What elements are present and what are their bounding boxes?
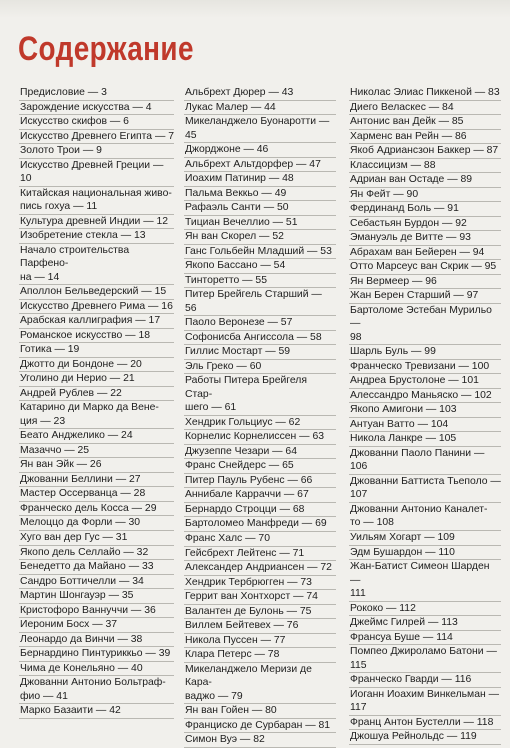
- toc-entry-text: Искусство Древнего Рима — 16: [20, 300, 173, 312]
- toc-entry: [19, 604, 174, 619]
- toc-entry-text: Мастер Оссерванца — 28: [20, 488, 146, 500]
- toc-entry: [19, 589, 174, 604]
- toc-entry: [19, 444, 174, 459]
- toc-entry: [349, 447, 501, 475]
- toc-entry-text: Александер Андриансен — 72: [185, 562, 332, 574]
- toc-entry-text: Микеланджело Меризи де Кара- ваджо — 79: [185, 663, 312, 702]
- toc-entry: [184, 274, 336, 289]
- toc-entry-text: Тинторетто — 55: [185, 274, 267, 286]
- toc-entry: [19, 130, 174, 145]
- toc-entry: [184, 374, 336, 416]
- toc-entry: [349, 418, 501, 433]
- toc-entry-text: Франц Антон Бустелли — 118: [350, 716, 494, 728]
- toc-entry: [349, 475, 501, 503]
- toc-entry-text: Якопо Бассано — 54: [185, 260, 286, 272]
- toc-entry-text: Корнелис Корнелиссен — 63: [185, 431, 325, 443]
- toc-entry-text: Жан-Батист Симеон Шарден — 111: [350, 561, 490, 600]
- toc-entry-text: Мелоццо да Форли — 30: [20, 517, 141, 529]
- toc-entry: [349, 560, 501, 602]
- toc-entry-text: Искусство Древнего Египта — 7: [20, 130, 174, 142]
- toc-entry-text: Джованни Паоло Панини — 106: [350, 447, 485, 473]
- toc-entry-text: Начало строительства Парфено- на — 14: [20, 244, 130, 283]
- toc-entry-text: Аннибале Карраччи — 67: [185, 489, 309, 501]
- toc-entry-text: Франс Халс — 70: [185, 532, 270, 544]
- toc-entry: [184, 216, 336, 231]
- toc-entry: [184, 576, 336, 591]
- toc-entry-text: Классицизм — 88: [350, 159, 436, 171]
- toc-entry-text: Себастьян Бурдон — 92: [350, 217, 467, 229]
- toc-entry-text: Джотто ди Бондоне — 20: [20, 358, 142, 370]
- toc-entry: [184, 634, 336, 649]
- toc-entry-text: Зарождение искусства — 4: [20, 101, 152, 113]
- toc-entry: [184, 517, 336, 532]
- toc-entry-text: Отто Марсеус ван Скрик — 95: [350, 261, 497, 273]
- toc-entry-text: Жан Берен Старший — 97: [350, 290, 479, 302]
- toc-entry-text: Золото Трои — 9: [20, 145, 102, 157]
- toc-entry-text: Шарль Буль — 99: [350, 346, 436, 358]
- toc-entry: [349, 730, 501, 745]
- toc-entry-text: Романское искусство — 18: [20, 329, 151, 341]
- toc-entry-text: Никола Пуссен — 77: [185, 634, 286, 646]
- toc-entry: [349, 645, 501, 673]
- toc-entry: [19, 516, 174, 531]
- toc-entry-text: Леонардо да Винчи — 38: [20, 633, 143, 645]
- toc-entry: [349, 374, 501, 389]
- toc-entry: [184, 561, 336, 576]
- toc-entry-text: Антуан Ватто — 104: [350, 418, 449, 430]
- toc-entry: [184, 245, 336, 260]
- toc-entry: [184, 459, 336, 474]
- toc-entry-text: Культура древней Индии — 12: [20, 215, 169, 227]
- toc-entry: [19, 575, 174, 590]
- toc-entry-text: Лукас Малер — 44: [185, 101, 276, 113]
- toc-entry: [19, 473, 174, 488]
- toc-entry: [184, 360, 336, 375]
- toc-entry: [349, 144, 501, 159]
- toc-entry-text: Виллем Бейтевех — 76: [185, 620, 299, 632]
- toc-entry: [184, 547, 336, 562]
- toc-entry-text: Беато Анджелико — 24: [20, 430, 133, 442]
- toc-entry: [19, 159, 174, 187]
- toc-entry-text: Уильям Хогарт — 109: [350, 531, 455, 543]
- toc-entry-text: Джошуа Рейнольдс — 119: [350, 731, 477, 743]
- toc-entry: [184, 259, 336, 274]
- toc-entry-text: Бернардино Пинтуриккьо — 39: [20, 648, 171, 660]
- toc-entry: [349, 289, 501, 304]
- toc-entry: [184, 590, 336, 605]
- toc-entry: [184, 316, 336, 331]
- toc-entry: [184, 733, 336, 748]
- toc-entry-text: Китайская национальная живо- пись гохуа — 11: [20, 187, 172, 213]
- toc-entry: [349, 101, 501, 116]
- toc-entry: [184, 663, 336, 705]
- toc-entry: [349, 202, 501, 217]
- toc-entry: [19, 429, 174, 444]
- toc-entry-text: Альбрехт Альтдорфер — 47: [185, 158, 321, 170]
- toc-entry: [349, 403, 501, 418]
- toc-entry: [184, 503, 336, 518]
- toc-entry-text: Никола Ланкре — 105: [350, 433, 457, 445]
- toc-entry: [349, 173, 501, 188]
- toc-entry: [19, 546, 174, 561]
- toc-entry: [19, 531, 174, 546]
- toc-entry: [19, 187, 174, 215]
- toc-entry-text: Питер Брейгель Старший — 56: [185, 289, 322, 314]
- toc-entry-text: Рококо — 112: [350, 602, 416, 614]
- toc-entry-text: Мартин Шонгауэр — 35: [20, 590, 134, 602]
- toc-entry: [349, 531, 501, 546]
- toc-entry: [349, 631, 501, 646]
- toc-entry-text: Рафаэль Санти — 50: [185, 202, 289, 214]
- toc-entry-text: Адриан ван Остаде — 89: [350, 174, 473, 186]
- toc-entry-text: Альбрехт Дюрер — 43: [185, 87, 294, 98]
- toc-entry-text: Хендрик Тербрюгген — 73: [185, 576, 312, 588]
- toc-entry-text: Софонисба Ангиссола — 58: [185, 331, 322, 343]
- toc-entry: [184, 331, 336, 346]
- toc-entry: [19, 300, 174, 315]
- toc-entry: [184, 86, 336, 101]
- toc-entry-text: Франсуа Буше — 114: [350, 631, 453, 643]
- toc-entry: [19, 101, 174, 116]
- toc-entry: [184, 230, 336, 245]
- toc-entry: [184, 719, 336, 734]
- toc-entry: [349, 130, 501, 145]
- toc-entry-text: Хуго ван дер Гус — 31: [20, 531, 128, 543]
- toc-entry: [19, 401, 174, 429]
- toc-entry-text: Ян ван Скорел — 52: [185, 231, 284, 243]
- toc-entry-text: Эль Греко — 60: [185, 360, 262, 372]
- toc-entry-text: Джованни Антонио Больтраф- фио — 41: [20, 677, 166, 702]
- toc-entry-text: Пальма Веккьо — 49: [185, 187, 287, 199]
- toc-entry-text: Предисловие — 3: [20, 87, 107, 98]
- toc-entry: [184, 430, 336, 445]
- toc-entry-text: Гейсбрехт Лейтенс — 71: [185, 547, 305, 559]
- toc-entry: [19, 144, 174, 159]
- toc-entry-text: Якопо дель Селлайо — 32: [20, 546, 149, 558]
- toc-entry: [184, 704, 336, 719]
- toc-entry-text: Валантен де Булонь — 75: [185, 605, 312, 617]
- toc-entry-text: Микеланджело Буонаротти — 45: [185, 116, 330, 141]
- toc-entry-text: Питер Пауль Рубенс — 66: [185, 474, 313, 486]
- toc-entry-text: Уголино ди Нерио — 21: [20, 373, 135, 385]
- toc-entry: [19, 618, 174, 633]
- toc-entry: [19, 647, 174, 662]
- toc-entry: [184, 345, 336, 360]
- toc-entry: [349, 389, 501, 404]
- toc-entry: [184, 488, 336, 503]
- toc-entry: [184, 115, 336, 143]
- toc-entry-text: Абрахам ван Бейерен — 94: [350, 246, 485, 258]
- top-strip: [0, 0, 510, 18]
- toc-entry-text: Искусство Древней Греции — 10: [20, 159, 164, 185]
- toc-entry: [19, 458, 174, 473]
- toc-entry: [19, 387, 174, 402]
- toc-entry: [19, 329, 174, 344]
- toc-entry-text: Сандро Боттичелли — 34: [20, 575, 144, 587]
- toc-entry-text: Джузеппе Чезари — 64: [185, 445, 297, 457]
- toc-entry-text: Геррит ван Хонтхорст — 74: [185, 591, 318, 603]
- toc-entry-text: Джованни Беллини — 27: [20, 473, 141, 485]
- toc-entry-text: Хендрик Гольциус — 62: [185, 416, 301, 428]
- toc-entry: [349, 188, 501, 203]
- toc-entry-text: Франческо Тревизани — 100: [350, 360, 490, 372]
- toc-entry: [19, 229, 174, 244]
- toc-entry: [349, 602, 501, 617]
- toc-entry: [349, 503, 501, 531]
- toc-entry-text: Катарино ди Марко да Вене- ция — 23: [20, 402, 159, 427]
- toc-entry: [184, 445, 336, 460]
- toc-entry-text: Джованни Баттиста Тьеполо — 107: [350, 475, 501, 501]
- toc-entry-text: Эдм Бушардон — 110: [350, 546, 455, 558]
- toc-entry-text: Работы Питера Брейгеля Стар- шего — 61: [185, 375, 307, 414]
- toc-entry-text: Иероним Босх — 37: [20, 619, 118, 631]
- toc-entry-text: Бартоломе Эстебан Мурильо — 98: [350, 304, 492, 343]
- toc-entry-text: Иоахим Патинир — 48: [185, 173, 294, 185]
- toc-entry-text: Ян ван Гойен — 80: [185, 705, 277, 717]
- toc-entry: [184, 201, 336, 216]
- toc-entry: [349, 716, 501, 731]
- toc-entry: [19, 285, 174, 300]
- toc-entry-text: Франс Снейдерс — 65: [185, 460, 294, 472]
- toc-entry: [349, 246, 501, 261]
- toc-entry: [184, 143, 336, 158]
- toc-entry: [184, 532, 336, 547]
- toc-entry: [19, 314, 174, 329]
- toc-entry-text: Якопо Амигони — 103: [350, 404, 457, 416]
- toc-entry: [349, 616, 501, 631]
- toc-entry: [184, 619, 336, 634]
- toc-entry-text: Бернардо Строцци — 68: [185, 503, 305, 515]
- toc-entry-text: Франческо Гварди — 116: [350, 674, 472, 686]
- toc-column-3: [349, 86, 501, 745]
- toc-entry: [184, 605, 336, 620]
- toc-entry: [184, 648, 336, 663]
- toc-entry-text: Харменс ван Рейн — 86: [350, 130, 467, 142]
- toc-column-2: [184, 86, 336, 748]
- toc-entry-text: Джованни Антонио Каналет- то — 108: [350, 503, 488, 529]
- toc-entry: [349, 231, 501, 246]
- toc-entry: [349, 275, 501, 290]
- toc-entry-text: Помпео Джироламо Батони — 115: [350, 646, 497, 671]
- toc-entry: [19, 502, 174, 517]
- toc-entry: [349, 217, 501, 232]
- toc-entry: [349, 304, 501, 346]
- toc-entry-text: Гиллис Мостарт — 59: [185, 346, 291, 358]
- toc-entry: [19, 372, 174, 387]
- toc-entry: [19, 358, 174, 373]
- toc-entry-text: Ганс Гольбейн Младший — 53: [185, 245, 332, 257]
- toc-entry-text: Франциско де Сурбаран — 81: [185, 719, 331, 731]
- toc-entry-text: Изобретение стекла — 13: [20, 230, 146, 242]
- toc-entry-text: Симон Вуэ — 82: [185, 734, 265, 746]
- toc-entry: [349, 115, 501, 130]
- toc-entry-text: Арабская каллиграфия — 17: [20, 315, 161, 327]
- toc-entry-text: Бартоломео Манфреди — 69: [185, 518, 327, 530]
- toc-entry: [184, 474, 336, 489]
- toc-entry-text: Готика — 19: [20, 344, 80, 356]
- toc-entry: [349, 345, 501, 360]
- toc-entry: [349, 159, 501, 174]
- toc-entry: [349, 546, 501, 561]
- toc-entry-text: Паоло Веронезе — 57: [185, 317, 293, 329]
- toc-entry: [19, 560, 174, 575]
- toc-entry-text: Ян Вермеер — 96: [350, 275, 437, 287]
- toc-entry-text: Тициан Вечеллио — 51: [185, 216, 298, 228]
- toc-entry-text: Джеймс Гилрей — 113: [350, 617, 458, 629]
- toc-entry: [184, 416, 336, 431]
- toc-entry-text: Диего Веласкес — 84: [350, 101, 454, 113]
- toc-entry: [349, 432, 501, 447]
- toc-entry: [184, 288, 336, 316]
- toc-entry: [19, 244, 174, 286]
- toc-entry-text: Андреа Брустолоне — 101: [350, 375, 479, 387]
- toc-entry: [19, 115, 174, 130]
- toc-entry-text: Марко Базаити — 42: [20, 705, 121, 717]
- page-title: Содержание: [18, 30, 194, 68]
- toc-entry: [184, 158, 336, 173]
- toc-entry: [349, 86, 501, 101]
- toc-entry-text: Франческо дель Косса — 29: [20, 502, 157, 514]
- toc-entry-text: Бенедетто да Майано — 33: [20, 561, 154, 573]
- toc-entry: [349, 360, 501, 375]
- toc-entry-text: Эмануэль де Витте — 93: [350, 232, 471, 244]
- toc-entry-text: Антонис ван Дейк — 85: [350, 116, 464, 128]
- toc-entry-text: Андрей Рублев — 22: [20, 387, 122, 399]
- toc-entry: [19, 633, 174, 648]
- toc-entry: [19, 487, 174, 502]
- toc-entry-text: Мазаччо — 25: [20, 444, 90, 456]
- toc-entry: [19, 662, 174, 677]
- toc-column-1: [19, 86, 174, 719]
- toc-entry-text: Джорджоне — 46: [185, 144, 269, 156]
- toc-entry: [19, 704, 174, 719]
- toc-entry: [19, 86, 174, 101]
- toc-entry-text: Николас Элиас Пиккеной — 83: [350, 87, 500, 98]
- toc-entry-text: Чима де Конельяно — 40: [20, 662, 143, 674]
- toc-entry-text: Якоб Адриансзон Баккер — 87: [350, 145, 499, 157]
- toc-entry-text: Клара Петерс — 78: [185, 649, 280, 661]
- toc-entry-text: Аполлон Бельведерский — 15: [20, 286, 167, 298]
- toc-entry: [349, 673, 501, 688]
- toc-entry-text: Ян Фейт — 90: [350, 188, 419, 200]
- toc-entry: [19, 343, 174, 358]
- toc-entry-text: Алессандро Маньяско — 102: [350, 389, 492, 401]
- toc-entry-text: Кристофоро Ваннуччи — 36: [20, 604, 156, 616]
- toc-entry-text: Искусство скифов — 6: [20, 116, 129, 128]
- toc-entry: [349, 688, 501, 716]
- toc-entry-text: Фердинанд Боль — 91: [350, 203, 459, 215]
- toc-entry-text: Иоганн Иоахим Винкельман — 117: [350, 688, 499, 714]
- toc-entry: [184, 187, 336, 202]
- toc-entry: [19, 215, 174, 230]
- toc-entry: [184, 101, 336, 116]
- toc-entry: [349, 260, 501, 275]
- toc-entry-text: Ян ван Эйк — 26: [20, 459, 102, 471]
- toc-entry: [184, 172, 336, 187]
